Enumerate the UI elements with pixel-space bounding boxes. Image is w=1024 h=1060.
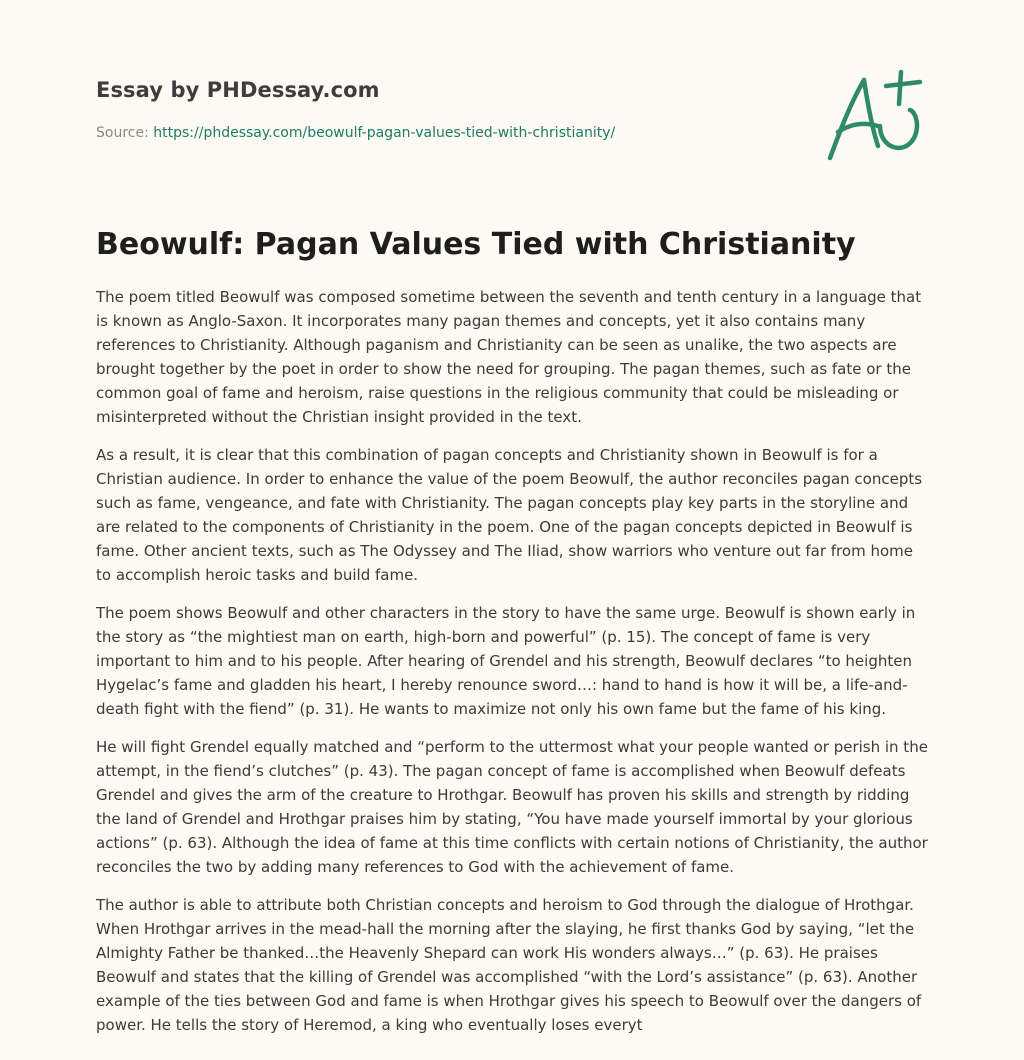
brand-title: Essay by PHDessay.com <box>96 78 380 102</box>
essay-paragraph: The poem shows Beowulf and other characters in the story to have the same urge. Beowulf is shown early in the story as “the mightiest man on earth, high-born and powerful” (p. 15). The concept of fame is very important to him and to his people. After hearing of Grendel and his strength, Beowulf declares “to heighten Hygelac’s fame and gladden his heart, I hereby renounce sword…: hand to hand is how it will be, a life-and-death fight with the fiend” (p. 31). He wants to maximize not only his own fame but the fame of his king. <box>96 604 916 718</box>
essay-title: Beowulf: Pagan Values Tied with Christianity <box>96 227 856 262</box>
source-link[interactable]: https://phdessay.com/beowulf-pagan-values-tied-with-christianity/ <box>153 125 616 141</box>
essay-paragraph: As a result, it is clear that this combination of pagan concepts and Christianity shown in Beowulf is for a Christian audience. In order to enhance the value of the poem Beowulf, the author reconciles pagan concepts such as fame, vengeance, and fate with Christianity. The pagan concepts play key parts in the storyline and are related to the components of Christianity in the poem. One of the pagan concepts depicted in Beowulf is fame. Other ancient texts, such as The Odyssey and The Iliad, show warriors who venture out far from home to accomplish heroic tasks and build fame. <box>96 446 923 584</box>
source-label: Source: <box>96 125 149 141</box>
essay-body <box>96 285 932 1051</box>
source-line <box>96 123 796 143</box>
essay-paragraph: He will fight Grendel equally matched and “perform to the uttermost what your people wanted or perish in the attempt, in the fiend’s clutches” (p. 43). The pagan concept of fame is accomplished when Beowulf defeats Grendel and gives the arm of the creature to Hrothgar. Beowulf has proven his skills and strength by ridding the land of Grendel and Hrothgar praises him by stating, “You have made yourself immortal by your glorious actions” (p. 63). Although the idea of fame at this time conflicts with certain notions of Christianity, the author reconciles the two by adding many references to God with the achievement of fame. <box>96 738 928 876</box>
a-plus-grade-logo <box>820 66 930 166</box>
essay-paragraph: The author is able to attribute both Christian concepts and heroism to God through the dialogue of Hrothgar. When Hrothgar arrives in the mead-hall the morning after the slaying, he first thanks God by saying, “let the Almighty Father be thanked…the Heavenly Shepard can work His wonders always…” (p. 63). He praises Beowulf and states that the killing of Grendel was accomplished “with the Lord’s assistance” (p. 63). Another example of the ties between God and fame is when Hrothgar gives his speech to Beowulf over the dangers of power. He tells the story of Heremod, a king who eventually loses everyt <box>96 896 922 1034</box>
essay-paragraph: The poem titled Beowulf was composed sometime between the seventh and tenth century in a language that is known as Anglo-Saxon. It incorporates many pagan themes and concepts, yet it also contains many references to Christianity. Although paganism and Christianity can be seen as unalike, the two aspects are brought together by the poet in order to show the need for grouping. The pagan themes, such as fate or the common goal of fame and heroism, raise questions in the religious community that could be misleading or misinterpreted without the Christian insight provided in the text. <box>96 288 922 426</box>
essay-header <box>96 74 796 143</box>
